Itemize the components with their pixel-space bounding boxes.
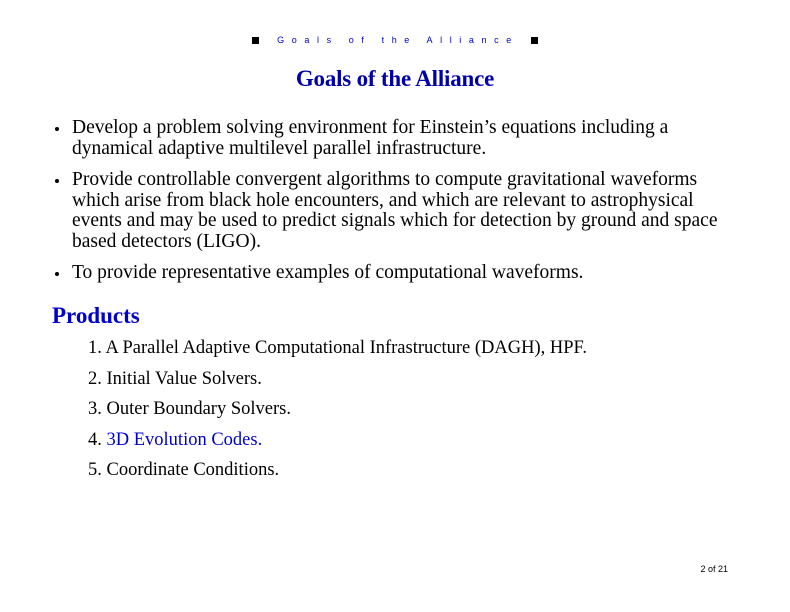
product-text: Outer Boundary Solvers. xyxy=(106,399,291,419)
product-item xyxy=(88,336,587,360)
product-number: 4. xyxy=(88,429,102,450)
header-square-right-icon xyxy=(531,37,538,44)
bullet-icon xyxy=(55,272,59,276)
product-text: A Parallel Adaptive Computational Infrastructure (DAGH), HPF. xyxy=(105,338,587,358)
product-number: 3. xyxy=(88,399,102,419)
products-list xyxy=(88,336,587,489)
page-title: Goals of the Alliance xyxy=(295,66,495,91)
products-heading: Products xyxy=(52,303,140,328)
goal-text: Provide controllable convergent algorithms to compute gravitational waveforms which arise from black hole encounters, and which are relevant to astrophysical events and may be used to predict signals which for detection by ground and space based detectors (LIGO). xyxy=(72,169,718,252)
goals-list xyxy=(52,118,742,295)
product-text: Coordinate Conditions. xyxy=(106,460,280,480)
product-item xyxy=(88,367,587,391)
goal-item xyxy=(52,263,742,284)
product-number: 5. xyxy=(88,460,102,480)
goal-item xyxy=(52,170,742,252)
header-square-left-icon xyxy=(252,37,259,44)
product-item xyxy=(88,458,587,482)
goal-item xyxy=(52,118,742,159)
bullet-icon xyxy=(55,127,59,131)
product-item xyxy=(88,397,587,421)
goal-text: To provide representative examples of computational waveforms. xyxy=(72,262,584,283)
product-item xyxy=(88,428,587,452)
bullet-icon xyxy=(55,179,59,183)
product-number: 2. xyxy=(88,368,102,389)
header-text: Goals of the Alliance xyxy=(277,35,519,45)
product-text: Initial Value Solvers. xyxy=(106,368,262,389)
page-indicator: 2 of 21 xyxy=(700,564,728,574)
evolution-codes-link[interactable]: 3D Evolution Codes. xyxy=(106,429,263,450)
product-number: 1. xyxy=(88,338,102,358)
goal-text: Develop a problem solving environment for Einstein’s equations including a dynamical adaptive multilevel parallel infrastructure. xyxy=(72,117,669,159)
running-header xyxy=(0,32,790,48)
